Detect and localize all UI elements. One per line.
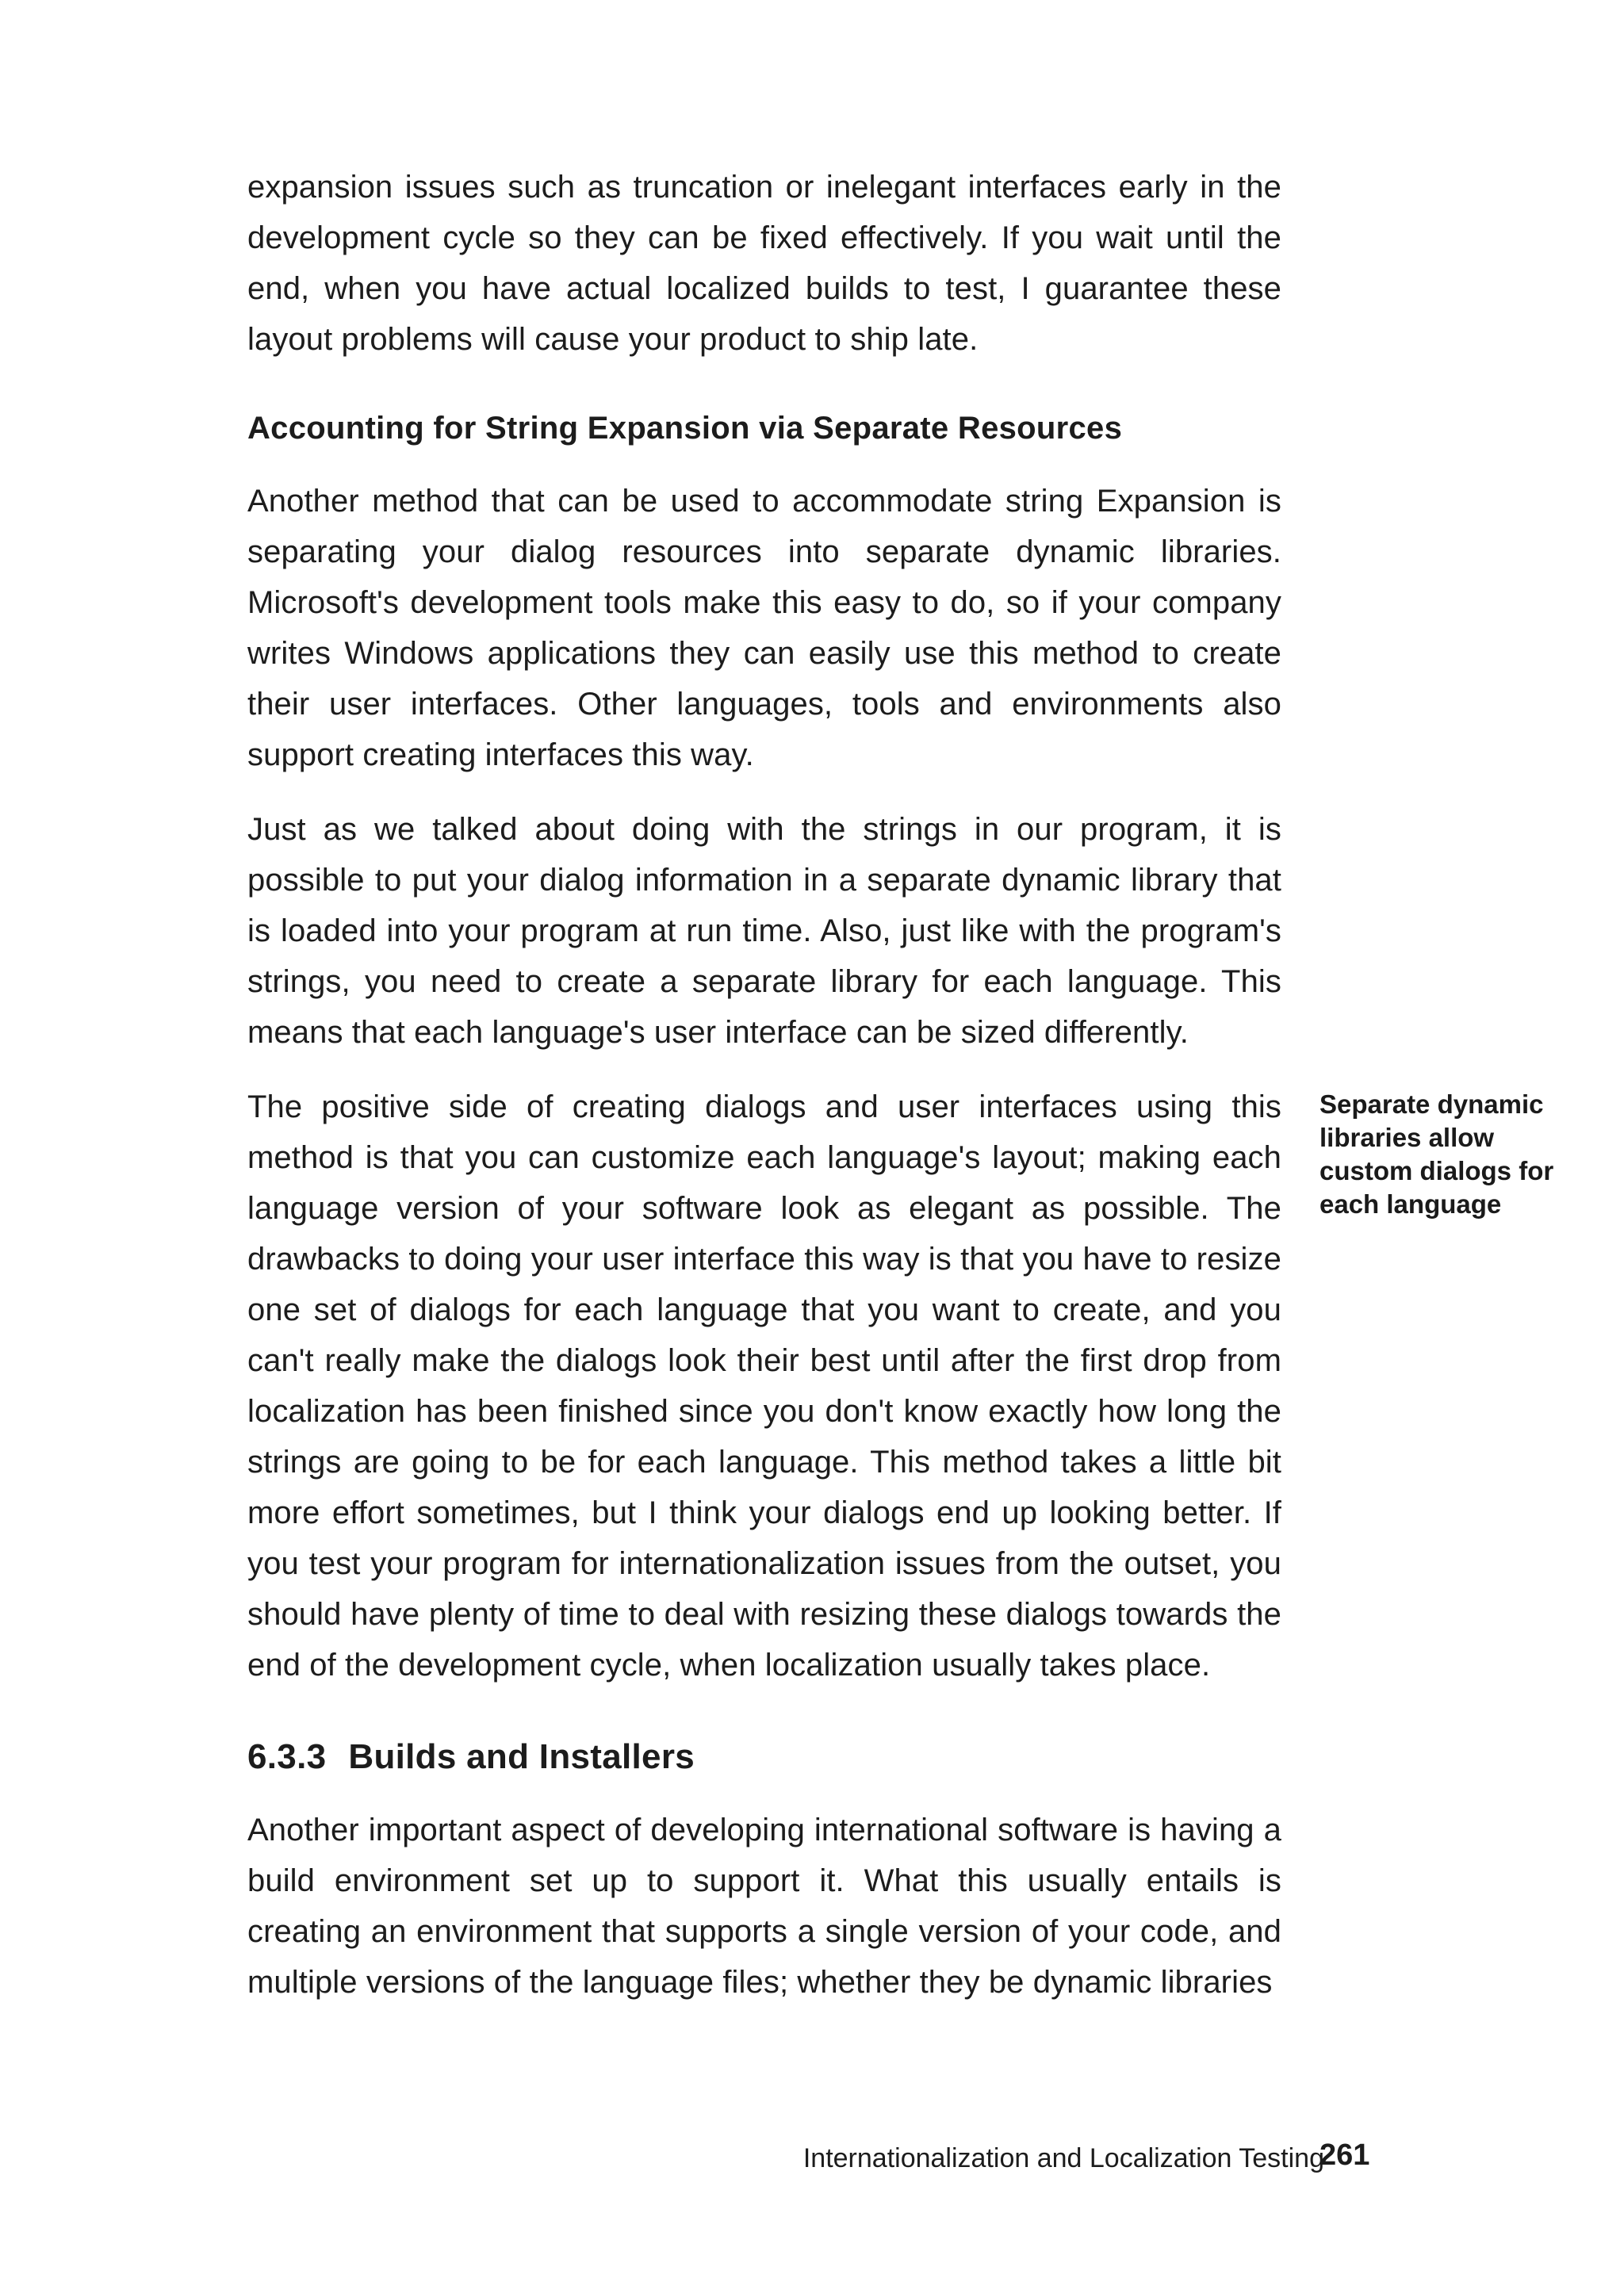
paragraph-text: Just as we talked about doing with the strings in our program, it is possible to put your dialog information in a separate dynamic library that is loaded into your program at run time. Also, just like with the program's strings, you need to create a separate library for each language. This means that each language's user interface can be sized differently. <box>247 812 1281 1050</box>
section-title: Builds and Installers <box>348 1737 695 1776</box>
running-footer <box>803 2141 1324 2176</box>
paragraph-intro-continued <box>247 162 1281 365</box>
section-heading <box>247 1736 695 1778</box>
paragraph-dynamic-library <box>247 804 1281 1058</box>
paragraph-text: Another important aspect of developing international software is having a build environment set up to support it. What this usually entails is creating an environment that supports a single version of your code, and multiple versions of the language files; whether they be dynamic libraries <box>247 1813 1281 2000</box>
subheading-string-expansion: Accounting for String Expansion via Separate Resources <box>247 411 1123 446</box>
paragraph-text: expansion issues such as truncation or inelegant interfaces early in the development cycle so they can be fixed effectively. If you wait until the end, when you have actual localized builds to test, I guarantee these layout problems will cause your product to ship late. <box>247 170 1281 357</box>
paragraph-positive-side <box>247 1082 1281 1690</box>
footer-book-title: Internationalization and Localization Testing <box>802 2143 1324 2173</box>
page-number: 261 <box>1320 2138 1370 2172</box>
paragraph-builds <box>247 1805 1281 2008</box>
margin-note: Separate dynamic libraries allow custom dialogs for each language <box>1320 1089 1554 1219</box>
paragraph-text: Another method that can be used to accommodate string Expansion is separating your dialog resources into separate dynamic libraries. Microsoft's development tools make this easy to do, so if your company writes Windows applications they can easily use this method to create their user interfaces. Other languages, tools and environments also support creating interfaces this way. <box>247 484 1281 772</box>
paragraph-separate-resources <box>247 476 1281 780</box>
paragraph-text: The positive side of creating dialogs and user interfaces using this method is that you can customize each language's layout; making each language version of your software look as elegant as possible. The drawbacks to doing your user interface this way is that you have to resize one set of dialogs for each language that you want to create, and you can't really make the dialogs look their best until after the first drop from localization has been finished since you don't know exactly how long the strings are going to be for each language. This method takes a little bit more effort sometimes, but I think your dialogs end up looking better. If you test your program for internationalization issues from the outset, you should have plenty of time to deal with resizing these dialogs towards the end of the development cycle, when localization usually takes place. <box>247 1089 1281 1683</box>
section-number: 6.3.3 <box>247 1737 327 1776</box>
